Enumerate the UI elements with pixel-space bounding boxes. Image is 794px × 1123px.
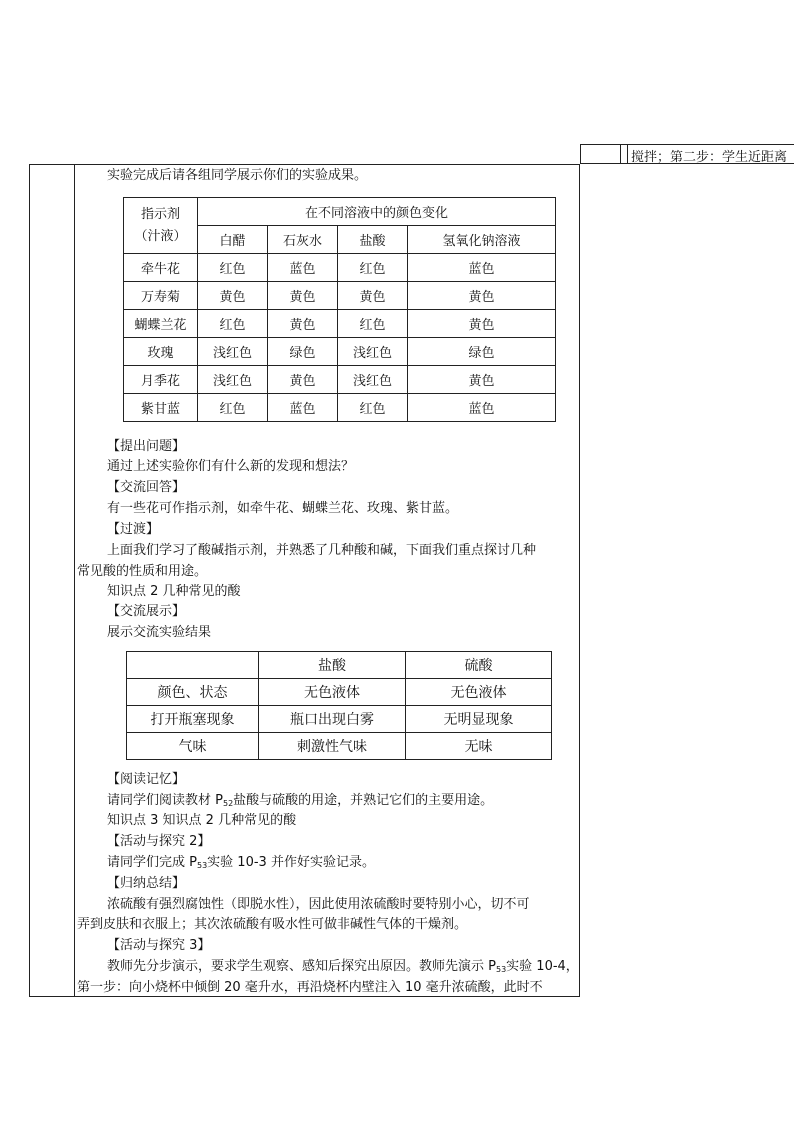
table-cell: 绿色 bbox=[268, 338, 338, 366]
table-cell: 蓝色 bbox=[268, 254, 338, 282]
table-cell: 红色 bbox=[338, 254, 408, 282]
demo-text-b: 实验 10-4， bbox=[506, 959, 579, 974]
fragment-text: 搅拌；第二步：学生近距离 bbox=[631, 150, 788, 165]
table-cell: 黄色 bbox=[268, 310, 338, 338]
fragment-cell bbox=[621, 145, 628, 163]
exp-text-b: 实验 10-3 并作好实验记录。 bbox=[207, 855, 375, 870]
table-row bbox=[124, 254, 556, 282]
table-cell: 月季花 bbox=[124, 366, 198, 394]
table-cell: 浅红色 bbox=[338, 366, 408, 394]
heading-answer: 【交流回答】 bbox=[107, 480, 186, 495]
table-cell: 瓶口出现白雾 bbox=[259, 706, 406, 733]
table-cell: 蓝色 bbox=[408, 394, 556, 422]
table-row bbox=[127, 679, 552, 706]
table-cell: 红色 bbox=[198, 394, 268, 422]
heading-summary: 【归纳总结】 bbox=[107, 876, 186, 891]
table-cell: 浅红色 bbox=[198, 366, 268, 394]
table-cell: 红色 bbox=[338, 394, 408, 422]
fragment-cell bbox=[581, 145, 621, 163]
column-header: 白醋 bbox=[198, 226, 268, 254]
summary-line1: 浓硫酸有强烈腐蚀性（即脱水性），因此使用浓硫酸时要特别小心，切不可 bbox=[107, 897, 530, 912]
table-row bbox=[124, 282, 556, 310]
experiment-instruction bbox=[107, 854, 375, 875]
table-row bbox=[127, 706, 552, 733]
indicator-color-table bbox=[123, 197, 556, 422]
table-cell: 浅红色 bbox=[338, 338, 408, 366]
table-cell: 无味 bbox=[406, 733, 552, 760]
table-cell: 无色液体 bbox=[259, 679, 406, 706]
knowledge-point-3: 知识点 3 知识点 2 几种常见的酸 bbox=[107, 813, 297, 828]
column-header: 氢氧化钠溶液 bbox=[408, 226, 556, 254]
page-subscript: 52 bbox=[222, 799, 234, 808]
table-cell: 紫甘蓝 bbox=[124, 394, 198, 422]
table-cell: 蓝色 bbox=[268, 394, 338, 422]
column-header: 盐酸 bbox=[259, 652, 406, 679]
intro-text: 实验完成后请各组同学展示你们的实验成果。 bbox=[107, 168, 368, 183]
header-indicator-line1: 指示剂 bbox=[140, 206, 180, 222]
table-cell: 蝴蝶兰花 bbox=[124, 310, 198, 338]
table-cell: 红色 bbox=[198, 254, 268, 282]
header-indicator bbox=[124, 198, 198, 254]
transition-text-line2: 常见酸的性质和用途。 bbox=[77, 564, 208, 579]
show-results-text: 展示交流实验结果 bbox=[107, 625, 212, 640]
acid-properties-table bbox=[126, 651, 552, 760]
table-cell: 绿色 bbox=[408, 338, 556, 366]
heading-activity-2: 【活动与探究 2】 bbox=[107, 834, 211, 849]
knowledge-point-2: 知识点 2 几种常见的酸 bbox=[107, 584, 241, 599]
demo-line2: 第一步：向小烧杯中倾倒 20 毫升水，再沿烧杯内壁注入 10 毫升浓硫酸，此时不 bbox=[77, 980, 543, 995]
summary-line2: 弄到皮肤和衣服上；其次浓硫酸有吸水性可做非碱性气体的干燥剂。 bbox=[77, 917, 468, 932]
read-text-b: 盐酸与硫酸的用途，并熟记它们的主要用途。 bbox=[233, 793, 494, 808]
heading-activity-3: 【活动与探究 3】 bbox=[107, 938, 211, 953]
table-cell: 无明显现象 bbox=[406, 706, 552, 733]
table-row bbox=[124, 394, 556, 422]
read-instruction bbox=[107, 792, 493, 813]
demo-line1 bbox=[107, 958, 579, 979]
heading-raise-question: 【提出问题】 bbox=[107, 439, 186, 454]
column-divider bbox=[74, 165, 75, 996]
exp-text-a: 请同学们完成 P bbox=[107, 855, 197, 870]
table-cell: 黄色 bbox=[198, 282, 268, 310]
demo-text-a: 教师先分步演示，要求学生观察、感知后探究出原因。教师先演示 P bbox=[107, 959, 496, 974]
table-header-row bbox=[127, 652, 552, 679]
table-cell: 玫瑰 bbox=[124, 338, 198, 366]
table-cell: 黄色 bbox=[408, 310, 556, 338]
table-row bbox=[124, 338, 556, 366]
table-row bbox=[124, 366, 556, 394]
table-cell: 蓝色 bbox=[408, 254, 556, 282]
page-subscript: 53 bbox=[196, 861, 208, 870]
prev-table-fragment bbox=[580, 144, 794, 164]
table-cell: 黄色 bbox=[408, 282, 556, 310]
column-header: 盐酸 bbox=[338, 226, 408, 254]
table-cell: 黄色 bbox=[408, 366, 556, 394]
answer-text: 有一些花可作指示剂，如牵牛花、蝴蝶兰花、玫瑰、紫甘蓝。 bbox=[107, 501, 459, 516]
table-cell: 刺激性气味 bbox=[259, 733, 406, 760]
table-row bbox=[127, 733, 552, 760]
table-cell: 浅红色 bbox=[198, 338, 268, 366]
column-header: 石灰水 bbox=[268, 226, 338, 254]
read-text-a: 请同学们阅读教材 P bbox=[107, 793, 223, 808]
table-cell: 颜色、状态 bbox=[127, 679, 259, 706]
table-cell: 打开瓶塞现象 bbox=[127, 706, 259, 733]
table-cell: 气味 bbox=[127, 733, 259, 760]
transition-text-line1: 上面我们学习了酸碱指示剂，并熟悉了几种酸和碱，下面我们重点探讨几种 bbox=[107, 543, 537, 558]
heading-transition: 【过渡】 bbox=[107, 522, 160, 537]
table-cell: 无色液体 bbox=[406, 679, 552, 706]
page-subscript: 53 bbox=[495, 965, 507, 974]
table-cell: 黄色 bbox=[268, 282, 338, 310]
question-text: 通过上述实验你们有什么新的发现和想法？ bbox=[107, 459, 355, 474]
table-cell: 黄色 bbox=[268, 366, 338, 394]
header-color-change: 在不同溶液中的颜色变化 bbox=[198, 198, 556, 226]
header-indicator-line2: （汁液） bbox=[134, 228, 187, 244]
table-cell: 黄色 bbox=[338, 282, 408, 310]
table-row bbox=[124, 310, 556, 338]
column-header: 硫酸 bbox=[406, 652, 552, 679]
table-cell: 红色 bbox=[338, 310, 408, 338]
table-cell: 万寿菊 bbox=[124, 282, 198, 310]
heading-exchange-show: 【交流展示】 bbox=[107, 604, 186, 619]
table-cell bbox=[127, 652, 259, 679]
table-cell: 牵牛花 bbox=[124, 254, 198, 282]
heading-read-memorize: 【阅读记忆】 bbox=[107, 772, 186, 787]
table-cell: 红色 bbox=[198, 310, 268, 338]
